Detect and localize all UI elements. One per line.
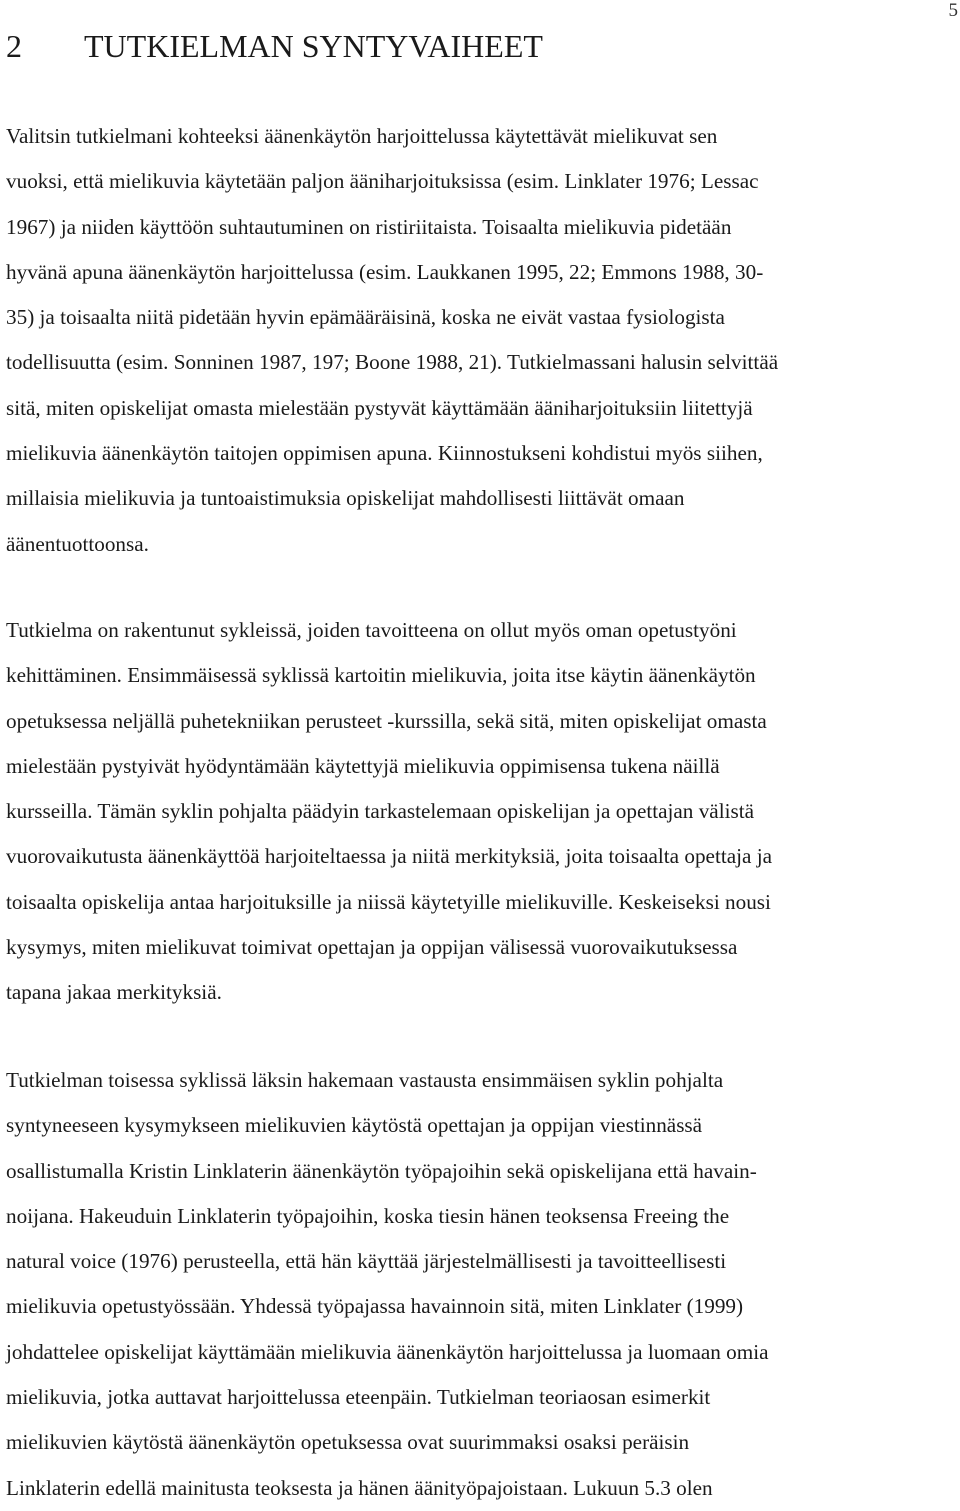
chapter-heading bbox=[6, 26, 543, 66]
text-line: toisaalta opiskelija antaa harjoituksille ja niissä käytetyille mielikuville. Keskeiseksi nousi bbox=[6, 889, 771, 914]
text-line: 35) ja toisaalta niitä pidetään hyvin epämääräisinä, koska ne eivät vastaa fysiologista bbox=[6, 305, 725, 330]
text-line: vuorovaikutusta äänenkäyttöä harjoiteltaessa ja niitä merkityksiä, joita toisaalta opettaja ja bbox=[6, 844, 773, 869]
text-line: noijana. Hakeuduin Linklaterin työpajoihin, koska tiesin hänen teoksensa Freeing the bbox=[6, 1203, 730, 1228]
text-line: mielikuvia, jotka auttavat harjoittelussa eteenpäin. Tutkielman teoriaosan esimerkit bbox=[6, 1385, 711, 1410]
text-line: sitä, miten opiskelijat omasta mielestään pystyvät käyttämään ääniharjoituksiin liitettyjä bbox=[6, 395, 753, 420]
text-line: Linklaterin edellä mainitusta teoksesta ja hänen äänityöpajoistaan. Lukuun 5.3 olen bbox=[6, 1475, 713, 1500]
text-line: mielikuvia äänenkäytön taitojen oppimisen apuna. Kiinnostukseni kohdistui myös siihen, bbox=[6, 441, 763, 466]
text-line: johdattelee opiskelijat käyttämään mielikuvia äänenkäytön harjoittelussa ja luomaan omia bbox=[6, 1339, 769, 1364]
text-line: kysymys, miten mielikuvat toimivat opettajan ja oppijan välisessä vuorovaikutuksessa bbox=[6, 935, 738, 960]
paragraph-1 bbox=[6, 114, 956, 567]
text-line: vuoksi, että mielikuvia käytetään paljon ääniharjoituksissa (esim. Linklater 1976; Lessac bbox=[6, 169, 759, 194]
text-line: mielestään pystyivät hyödyntämään käytettyjä mielikuvia oppimisensa tukena näillä bbox=[6, 753, 720, 778]
paragraph-2 bbox=[6, 608, 956, 1016]
text-line: Tutkielma on rakentunut sykleissä, joiden tavoitteena on ollut myös oman opetustyöni bbox=[6, 618, 737, 642]
text-line: mielikuvia opetustyössään. Yhdessä työpajassa havainnoin sitä, miten Linklater (1999) bbox=[6, 1294, 744, 1319]
paragraph-3 bbox=[6, 1058, 956, 1511]
text-line: 1967) ja niiden käyttöön suhtautuminen on ristiriitaista. Toisaalta mielikuvia pidetään bbox=[6, 214, 732, 239]
chapter-number: 2 bbox=[6, 28, 22, 64]
text-line: syntyneeseen kysymykseen mielikuvien käytöstä opettajan ja oppijan viestinnässä bbox=[6, 1113, 703, 1138]
text-line: opetuksessa neljällä puhetekniikan perusteet -kurssilla, sekä sitä, miten opiskelijat omasta bbox=[6, 708, 767, 733]
text-line: natural voice (1976) perusteella, että hän käyttää järjestelmällisesti ja tavoitteellisesti bbox=[6, 1249, 727, 1274]
text-line: todellisuutta (esim. Sonninen 1987, 197; Boone 1988, 21). Tutkielmassani halusin selvittää bbox=[6, 350, 779, 375]
page-number: 5 bbox=[948, 0, 958, 21]
text-line: mielikuvien käytöstä äänenkäytön opetuksessa ovat suurimmaksi osaksi peräisin bbox=[6, 1430, 690, 1455]
text-line: Valitsin tutkielmani kohteeksi äänenkäytön harjoittelussa käytettävät mielikuvat sen bbox=[6, 124, 718, 148]
text-line: tapana jakaa merkityksiä. bbox=[6, 980, 222, 1005]
text-line: kehittäminen. Ensimmäisessä syklissä kartoitin mielikuvia, joita itse käytin äänenkäytön bbox=[6, 663, 756, 688]
text-line: osallistumalla Kristin Linklaterin äänenkäytön työpajoihin sekä opiskelijana että havain- bbox=[6, 1158, 757, 1183]
text-line: kursseilla. Tämän syklin pohjalta päädyin tarkastelemaan opiskelijan ja opettajan välistä bbox=[6, 799, 755, 824]
text-line: Tutkielman toisessa syklissä läksin hakemaan vastausta ensimmäisen syklin pohjalta bbox=[6, 1068, 724, 1092]
text-line: hyvänä apuna äänenkäytön harjoittelussa (esim. Laukkanen 1995, 22; Emmons 1988, 30- bbox=[6, 259, 764, 284]
text-line: äänentuottoonsa. bbox=[6, 531, 149, 556]
chapter-title: TUTKIELMAN SYNTYVAIHEET bbox=[84, 28, 543, 64]
text-line: millaisia mielikuvia ja tuntoaistimuksia opiskelijat mahdollisesti liittävät omaan bbox=[6, 486, 685, 511]
